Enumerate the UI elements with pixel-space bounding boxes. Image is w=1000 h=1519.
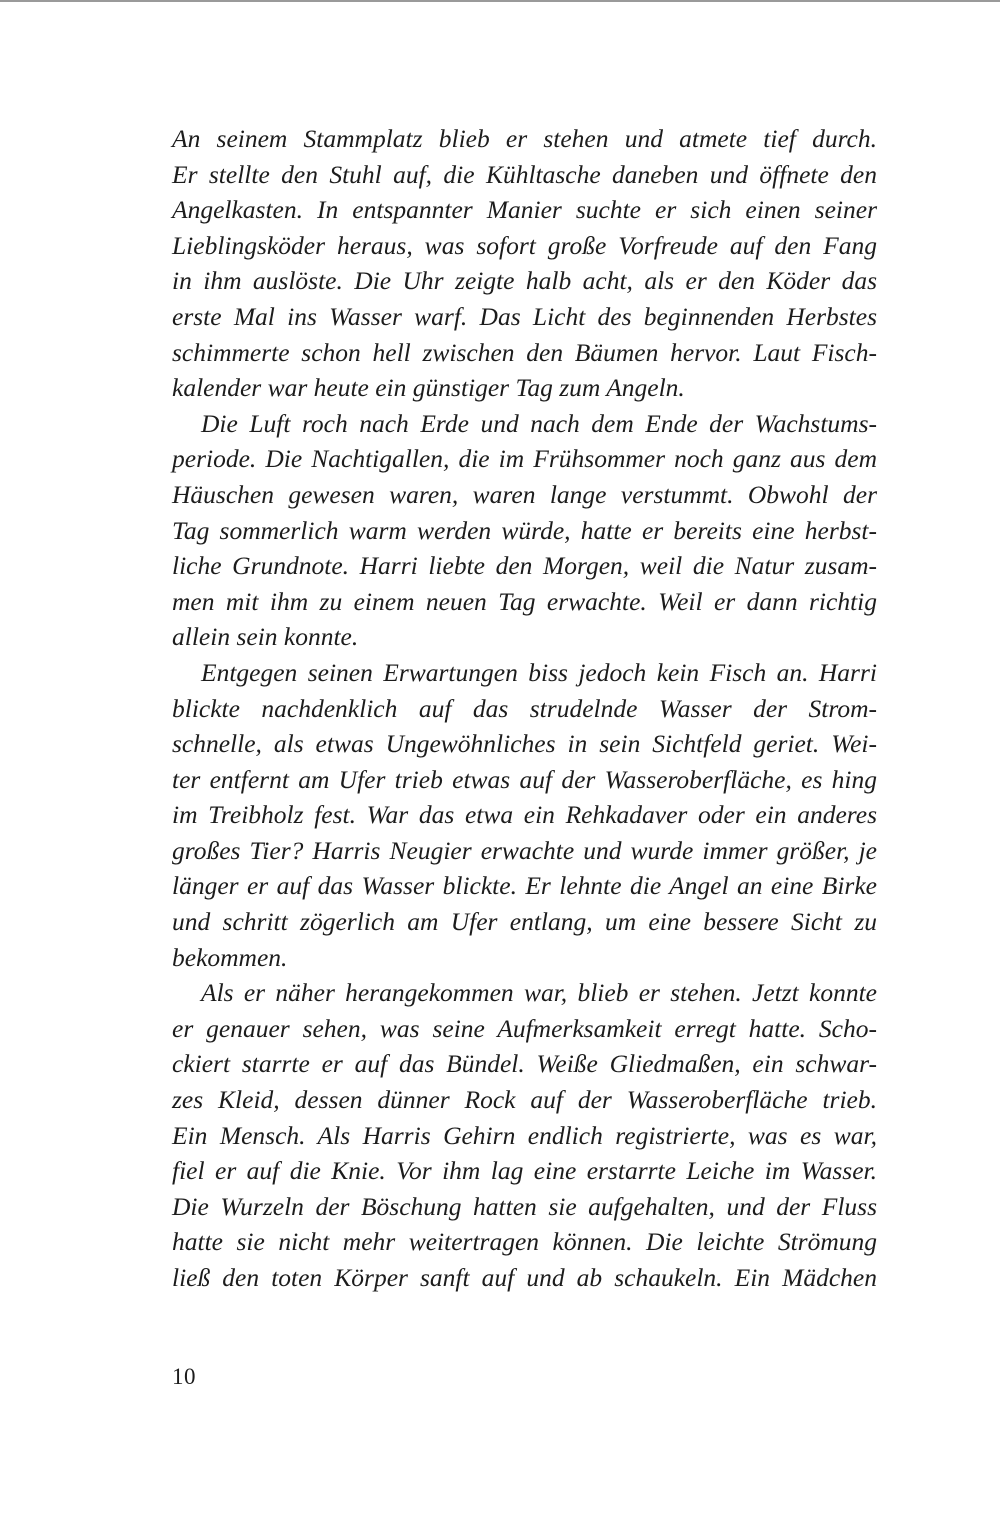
paragraph bbox=[172, 655, 877, 975]
text-line: Als er näher herangekommen war, blieb er stehen. Jetzt konnte bbox=[201, 978, 877, 1008]
text-line: Häuschen gewesen waren, waren lange verstummt. Obwohl der bbox=[172, 479, 877, 509]
page-top-rule bbox=[0, 0, 1000, 2]
paragraph bbox=[172, 406, 877, 655]
text-line: blickte nachdenklich auf das strudelnde Wasser der Strom- bbox=[172, 693, 877, 723]
page-body bbox=[172, 121, 877, 1296]
text-line: An seinem Stammplatz blieb er stehen und atmete tief durch. bbox=[172, 124, 877, 153]
text-line: Er stellte den Stuhl auf, die Kühltasche daneben und öffnete den bbox=[172, 159, 877, 189]
text-line: Die Wurzeln der Böschung hatten sie aufgehalten, und der Fluss bbox=[172, 1191, 877, 1221]
text-line: ließ den toten Körper sanft auf und ab schaukeln. Ein Mädchen bbox=[172, 1263, 877, 1292]
text-line: ter entfernt am Ufer trieb etwas auf der Wasseroberfläche, es hing bbox=[172, 764, 877, 794]
text-line: Tag sommerlich warm werden würde, hatte er bereits eine herbst- bbox=[172, 515, 877, 545]
text-line: bekommen. bbox=[172, 942, 288, 972]
text-line: Ein Mensch. Als Harris Gehirn endlich registrierte, was es war, bbox=[172, 1120, 877, 1150]
text-line: periode. Die Nachtigallen, die im Frühsommer noch ganz aus dem bbox=[172, 444, 877, 474]
text-line: fiel er auf die Knie. Vor ihm lag eine erstarrte Leiche im Wasser. bbox=[172, 1156, 877, 1186]
text-line: Lieblingsköder heraus, was sofort große Vorfreude auf den Fang bbox=[172, 230, 877, 260]
text-line: allein sein konnte. bbox=[172, 622, 359, 652]
paragraph bbox=[172, 975, 877, 1295]
text-line: erste Mal ins Wasser warf. Das Licht des beginnenden Herbstes bbox=[172, 301, 877, 331]
text-line: großes Tier? Harris Neugier erwachte und wurde immer größer, je bbox=[172, 835, 877, 865]
text-line: im Treibholz fest. War das etwa ein Rehkadaver oder ein anderes bbox=[172, 800, 877, 830]
text-line: schnelle, als etwas Ungewöhnliches in sein Sichtfeld geriet. Wei- bbox=[172, 729, 877, 759]
text-line: ckiert starrte er auf das Bündel. Weiße Gliedmaßen, ein schwar- bbox=[172, 1049, 877, 1079]
text-line: in ihm auslöste. Die Uhr zeigte halb acht, als er den Köder das bbox=[172, 266, 877, 296]
text-line: und schritt zögerlich am Ufer entlang, um eine bessere Sicht zu bbox=[172, 907, 877, 937]
text-line: länger er auf das Wasser blickte. Er lehnte die Angel an eine Birke bbox=[172, 871, 877, 901]
page-number: 10 bbox=[172, 1364, 196, 1389]
text-line: Angelkasten. In entspannter Manier suchte er sich einen seiner bbox=[172, 195, 877, 225]
text-line: er genauer sehen, was seine Aufmerksamkeit erregt hatte. Scho- bbox=[172, 1013, 877, 1043]
text-line: men mit ihm zu einem neuen Tag erwachte. Weil er dann richtig bbox=[172, 586, 877, 616]
text-line: hatte sie nicht mehr weitertragen können. Die leichte Strömung bbox=[172, 1227, 877, 1257]
text-line: Die Luft roch nach Erde und nach dem Ende der Wachstums- bbox=[201, 408, 877, 438]
text-line: zes Kleid, dessen dünner Rock auf der Wasseroberfläche trieb. bbox=[172, 1085, 877, 1115]
text-line: kalender war heute ein günstiger Tag zum Angeln. bbox=[172, 373, 685, 403]
text-line: Entgegen seinen Erwartungen biss jedoch kein Fisch an. Harri bbox=[201, 657, 877, 687]
text-line: liche Grundnote. Harri liebte den Morgen, weil die Natur zusam- bbox=[172, 551, 877, 581]
paragraph bbox=[172, 121, 877, 406]
text-line: schimmerte schon hell zwischen den Bäumen hervor. Laut Fisch- bbox=[172, 337, 877, 367]
